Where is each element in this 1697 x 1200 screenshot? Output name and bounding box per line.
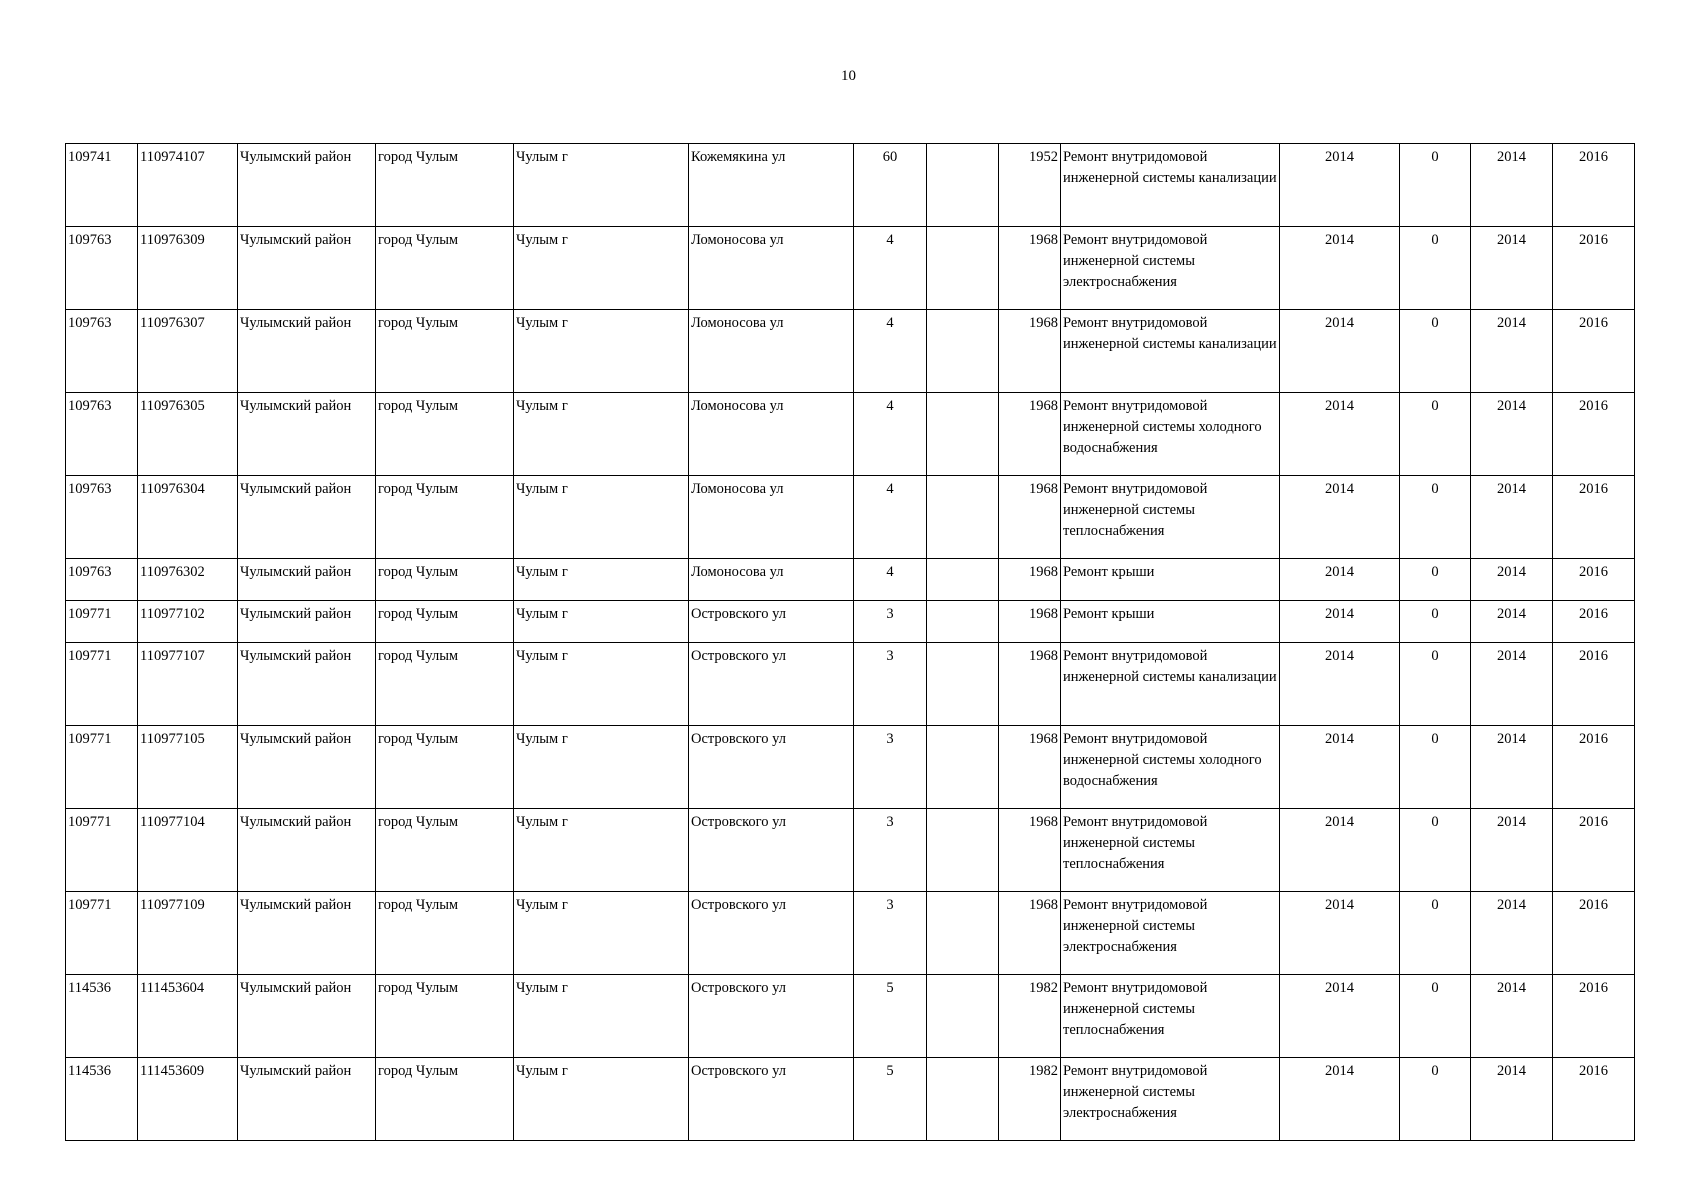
amount-cell: 0 bbox=[1400, 601, 1471, 643]
table-row bbox=[66, 393, 1635, 476]
amount-cell: 0 bbox=[1400, 726, 1471, 809]
building-cell bbox=[927, 227, 999, 310]
house-number-cell: 5 bbox=[854, 975, 927, 1058]
work-code-cell: 110977109 bbox=[138, 892, 238, 975]
start-year-cell: 2014 bbox=[1471, 643, 1553, 726]
construction-year-cell: 1952 bbox=[999, 144, 1061, 227]
district-cell: Чулымский район bbox=[238, 227, 376, 310]
building-cell bbox=[927, 601, 999, 643]
table-body bbox=[66, 144, 1635, 1141]
district-cell: Чулымский район bbox=[238, 892, 376, 975]
work-type-cell: Ремонт внутридомовой инженерной системы электроснабжения bbox=[1061, 1058, 1280, 1141]
district-cell: Чулымский район bbox=[238, 476, 376, 559]
building-cell bbox=[927, 892, 999, 975]
amount-cell: 0 bbox=[1400, 144, 1471, 227]
plan-year-cell: 2014 bbox=[1280, 726, 1400, 809]
work-code-cell: 110977102 bbox=[138, 601, 238, 643]
work-code-cell: 111453609 bbox=[138, 1058, 238, 1141]
locality-cell: Чулым г bbox=[514, 393, 689, 476]
street-cell: Островского ул bbox=[689, 1058, 854, 1141]
work-code-cell: 110974107 bbox=[138, 144, 238, 227]
municipality-cell: город Чулым bbox=[376, 809, 514, 892]
work-code-cell: 110976307 bbox=[138, 310, 238, 393]
plan-year-cell: 2014 bbox=[1280, 975, 1400, 1058]
start-year-cell: 2014 bbox=[1471, 559, 1553, 601]
work-type-cell: Ремонт внутридомовой инженерной системы холодного водоснабжения bbox=[1061, 726, 1280, 809]
plan-year-cell: 2014 bbox=[1280, 393, 1400, 476]
table-row bbox=[66, 476, 1635, 559]
construction-year-cell: 1968 bbox=[999, 310, 1061, 393]
locality-cell: Чулым г bbox=[514, 310, 689, 393]
locality-cell: Чулым г bbox=[514, 975, 689, 1058]
object-id-cell: 109763 bbox=[66, 310, 138, 393]
district-cell: Чулымский район bbox=[238, 144, 376, 227]
street-cell: Ломоносова ул bbox=[689, 227, 854, 310]
building-cell bbox=[927, 726, 999, 809]
end-year-cell: 2016 bbox=[1553, 892, 1635, 975]
table-row bbox=[66, 144, 1635, 227]
start-year-cell: 2014 bbox=[1471, 144, 1553, 227]
start-year-cell: 2014 bbox=[1471, 227, 1553, 310]
end-year-cell: 2016 bbox=[1553, 227, 1635, 310]
plan-year-cell: 2014 bbox=[1280, 892, 1400, 975]
work-code-cell: 110977105 bbox=[138, 726, 238, 809]
object-id-cell: 109771 bbox=[66, 892, 138, 975]
end-year-cell: 2016 bbox=[1553, 809, 1635, 892]
amount-cell: 0 bbox=[1400, 476, 1471, 559]
house-number-cell: 3 bbox=[854, 601, 927, 643]
building-cell bbox=[927, 809, 999, 892]
plan-year-cell: 2014 bbox=[1280, 476, 1400, 559]
plan-year-cell: 2014 bbox=[1280, 310, 1400, 393]
work-type-cell: Ремонт внутридомовой инженерной системы холодного водоснабжения bbox=[1061, 393, 1280, 476]
start-year-cell: 2014 bbox=[1471, 892, 1553, 975]
building-cell bbox=[927, 975, 999, 1058]
municipality-cell: город Чулым bbox=[376, 1058, 514, 1141]
plan-year-cell: 2014 bbox=[1280, 809, 1400, 892]
table-row bbox=[66, 975, 1635, 1058]
locality-cell: Чулым г bbox=[514, 892, 689, 975]
object-id-cell: 109763 bbox=[66, 559, 138, 601]
end-year-cell: 2016 bbox=[1553, 975, 1635, 1058]
house-number-cell: 3 bbox=[854, 726, 927, 809]
district-cell: Чулымский район bbox=[238, 1058, 376, 1141]
work-code-cell: 110976302 bbox=[138, 559, 238, 601]
amount-cell: 0 bbox=[1400, 227, 1471, 310]
table-row bbox=[66, 892, 1635, 975]
locality-cell: Чулым г bbox=[514, 227, 689, 310]
construction-year-cell: 1968 bbox=[999, 559, 1061, 601]
building-cell bbox=[927, 476, 999, 559]
end-year-cell: 2016 bbox=[1553, 726, 1635, 809]
district-cell: Чулымский район bbox=[238, 559, 376, 601]
street-cell: Островского ул bbox=[689, 809, 854, 892]
amount-cell: 0 bbox=[1400, 310, 1471, 393]
work-code-cell: 110977107 bbox=[138, 643, 238, 726]
house-number-cell: 4 bbox=[854, 476, 927, 559]
work-type-cell: Ремонт крыши bbox=[1061, 601, 1280, 643]
district-cell: Чулымский район bbox=[238, 975, 376, 1058]
end-year-cell: 2016 bbox=[1553, 393, 1635, 476]
construction-year-cell: 1968 bbox=[999, 393, 1061, 476]
table-row bbox=[66, 809, 1635, 892]
construction-year-cell: 1982 bbox=[999, 975, 1061, 1058]
housing-repair-table bbox=[65, 143, 1635, 1141]
object-id-cell: 109763 bbox=[66, 393, 138, 476]
amount-cell: 0 bbox=[1400, 809, 1471, 892]
municipality-cell: город Чулым bbox=[376, 310, 514, 393]
start-year-cell: 2014 bbox=[1471, 726, 1553, 809]
house-number-cell: 4 bbox=[854, 227, 927, 310]
object-id-cell: 109763 bbox=[66, 476, 138, 559]
street-cell: Островского ул bbox=[689, 643, 854, 726]
locality-cell: Чулым г bbox=[514, 726, 689, 809]
house-number-cell: 3 bbox=[854, 643, 927, 726]
plan-year-cell: 2014 bbox=[1280, 144, 1400, 227]
plan-year-cell: 2014 bbox=[1280, 643, 1400, 726]
amount-cell: 0 bbox=[1400, 643, 1471, 726]
end-year-cell: 2016 bbox=[1553, 144, 1635, 227]
locality-cell: Чулым г bbox=[514, 601, 689, 643]
house-number-cell: 4 bbox=[854, 393, 927, 476]
building-cell bbox=[927, 1058, 999, 1141]
start-year-cell: 2014 bbox=[1471, 476, 1553, 559]
work-type-cell: Ремонт внутридомовой инженерной системы теплоснабжения bbox=[1061, 975, 1280, 1058]
object-id-cell: 109771 bbox=[66, 726, 138, 809]
locality-cell: Чулым г bbox=[514, 144, 689, 227]
construction-year-cell: 1968 bbox=[999, 809, 1061, 892]
building-cell bbox=[927, 310, 999, 393]
street-cell: Островского ул bbox=[689, 726, 854, 809]
work-code-cell: 110976304 bbox=[138, 476, 238, 559]
municipality-cell: город Чулым bbox=[376, 726, 514, 809]
amount-cell: 0 bbox=[1400, 559, 1471, 601]
construction-year-cell: 1968 bbox=[999, 476, 1061, 559]
house-number-cell: 4 bbox=[854, 310, 927, 393]
work-code-cell: 110977104 bbox=[138, 809, 238, 892]
end-year-cell: 2016 bbox=[1553, 310, 1635, 393]
building-cell bbox=[927, 559, 999, 601]
district-cell: Чулымский район bbox=[238, 643, 376, 726]
building-cell bbox=[927, 144, 999, 227]
street-cell: Островского ул bbox=[689, 892, 854, 975]
work-type-cell: Ремонт внутридомовой инженерной системы канализации bbox=[1061, 144, 1280, 227]
street-cell: Островского ул bbox=[689, 975, 854, 1058]
house-number-cell: 60 bbox=[854, 144, 927, 227]
work-type-cell: Ремонт крыши bbox=[1061, 559, 1280, 601]
start-year-cell: 2014 bbox=[1471, 310, 1553, 393]
street-cell: Ломоносова ул bbox=[689, 310, 854, 393]
building-cell bbox=[927, 393, 999, 476]
table-row bbox=[66, 643, 1635, 726]
table-row bbox=[66, 227, 1635, 310]
house-number-cell: 5 bbox=[854, 1058, 927, 1141]
construction-year-cell: 1968 bbox=[999, 726, 1061, 809]
work-type-cell: Ремонт внутридомовой инженерной системы теплоснабжения bbox=[1061, 476, 1280, 559]
house-number-cell: 3 bbox=[854, 809, 927, 892]
object-id-cell: 114536 bbox=[66, 1058, 138, 1141]
table-row bbox=[66, 1058, 1635, 1141]
object-id-cell: 109741 bbox=[66, 144, 138, 227]
street-cell: Кожемякина ул bbox=[689, 144, 854, 227]
table-row bbox=[66, 601, 1635, 643]
plan-year-cell: 2014 bbox=[1280, 1058, 1400, 1141]
district-cell: Чулымский район bbox=[238, 809, 376, 892]
house-number-cell: 4 bbox=[854, 559, 927, 601]
object-id-cell: 109771 bbox=[66, 601, 138, 643]
street-cell: Ломоносова ул bbox=[689, 393, 854, 476]
municipality-cell: город Чулым bbox=[376, 144, 514, 227]
work-code-cell: 110976309 bbox=[138, 227, 238, 310]
construction-year-cell: 1968 bbox=[999, 643, 1061, 726]
work-code-cell: 110976305 bbox=[138, 393, 238, 476]
end-year-cell: 2016 bbox=[1553, 643, 1635, 726]
district-cell: Чулымский район bbox=[238, 393, 376, 476]
district-cell: Чулымский район bbox=[238, 726, 376, 809]
start-year-cell: 2014 bbox=[1471, 975, 1553, 1058]
amount-cell: 0 bbox=[1400, 1058, 1471, 1141]
building-cell bbox=[927, 643, 999, 726]
street-cell: Ломоносова ул bbox=[689, 476, 854, 559]
work-type-cell: Ремонт внутридомовой инженерной системы канализации bbox=[1061, 643, 1280, 726]
start-year-cell: 2014 bbox=[1471, 601, 1553, 643]
end-year-cell: 2016 bbox=[1553, 1058, 1635, 1141]
construction-year-cell: 1968 bbox=[999, 227, 1061, 310]
table-row bbox=[66, 310, 1635, 393]
construction-year-cell: 1968 bbox=[999, 892, 1061, 975]
municipality-cell: город Чулым bbox=[376, 975, 514, 1058]
locality-cell: Чулым г bbox=[514, 1058, 689, 1141]
object-id-cell: 109763 bbox=[66, 227, 138, 310]
locality-cell: Чулым г bbox=[514, 809, 689, 892]
district-cell: Чулымский район bbox=[238, 310, 376, 393]
street-cell: Ломоносова ул bbox=[689, 559, 854, 601]
page-number: 10 bbox=[841, 68, 856, 84]
object-id-cell: 109771 bbox=[66, 643, 138, 726]
municipality-cell: город Чулым bbox=[376, 393, 514, 476]
amount-cell: 0 bbox=[1400, 393, 1471, 476]
plan-year-cell: 2014 bbox=[1280, 559, 1400, 601]
work-type-cell: Ремонт внутридомовой инженерной системы канализации bbox=[1061, 310, 1280, 393]
amount-cell: 0 bbox=[1400, 892, 1471, 975]
construction-year-cell: 1968 bbox=[999, 601, 1061, 643]
house-number-cell: 3 bbox=[854, 892, 927, 975]
municipality-cell: город Чулым bbox=[376, 559, 514, 601]
municipality-cell: город Чулым bbox=[376, 601, 514, 643]
locality-cell: Чулым г bbox=[514, 476, 689, 559]
locality-cell: Чулым г bbox=[514, 559, 689, 601]
start-year-cell: 2014 bbox=[1471, 393, 1553, 476]
municipality-cell: город Чулым bbox=[376, 476, 514, 559]
construction-year-cell: 1982 bbox=[999, 1058, 1061, 1141]
work-type-cell: Ремонт внутридомовой инженерной системы теплоснабжения bbox=[1061, 809, 1280, 892]
end-year-cell: 2016 bbox=[1553, 559, 1635, 601]
municipality-cell: город Чулым bbox=[376, 227, 514, 310]
street-cell: Островского ул bbox=[689, 601, 854, 643]
plan-year-cell: 2014 bbox=[1280, 227, 1400, 310]
work-code-cell: 111453604 bbox=[138, 975, 238, 1058]
start-year-cell: 2014 bbox=[1471, 809, 1553, 892]
table-row bbox=[66, 726, 1635, 809]
amount-cell: 0 bbox=[1400, 975, 1471, 1058]
start-year-cell: 2014 bbox=[1471, 1058, 1553, 1141]
plan-year-cell: 2014 bbox=[1280, 601, 1400, 643]
object-id-cell: 109771 bbox=[66, 809, 138, 892]
object-id-cell: 114536 bbox=[66, 975, 138, 1058]
work-type-cell: Ремонт внутридомовой инженерной системы электроснабжения bbox=[1061, 227, 1280, 310]
end-year-cell: 2016 bbox=[1553, 601, 1635, 643]
work-type-cell: Ремонт внутридомовой инженерной системы электроснабжения bbox=[1061, 892, 1280, 975]
municipality-cell: город Чулым bbox=[376, 643, 514, 726]
end-year-cell: 2016 bbox=[1553, 476, 1635, 559]
municipality-cell: город Чулым bbox=[376, 892, 514, 975]
locality-cell: Чулым г bbox=[514, 643, 689, 726]
district-cell: Чулымский район bbox=[238, 601, 376, 643]
table-row bbox=[66, 559, 1635, 601]
